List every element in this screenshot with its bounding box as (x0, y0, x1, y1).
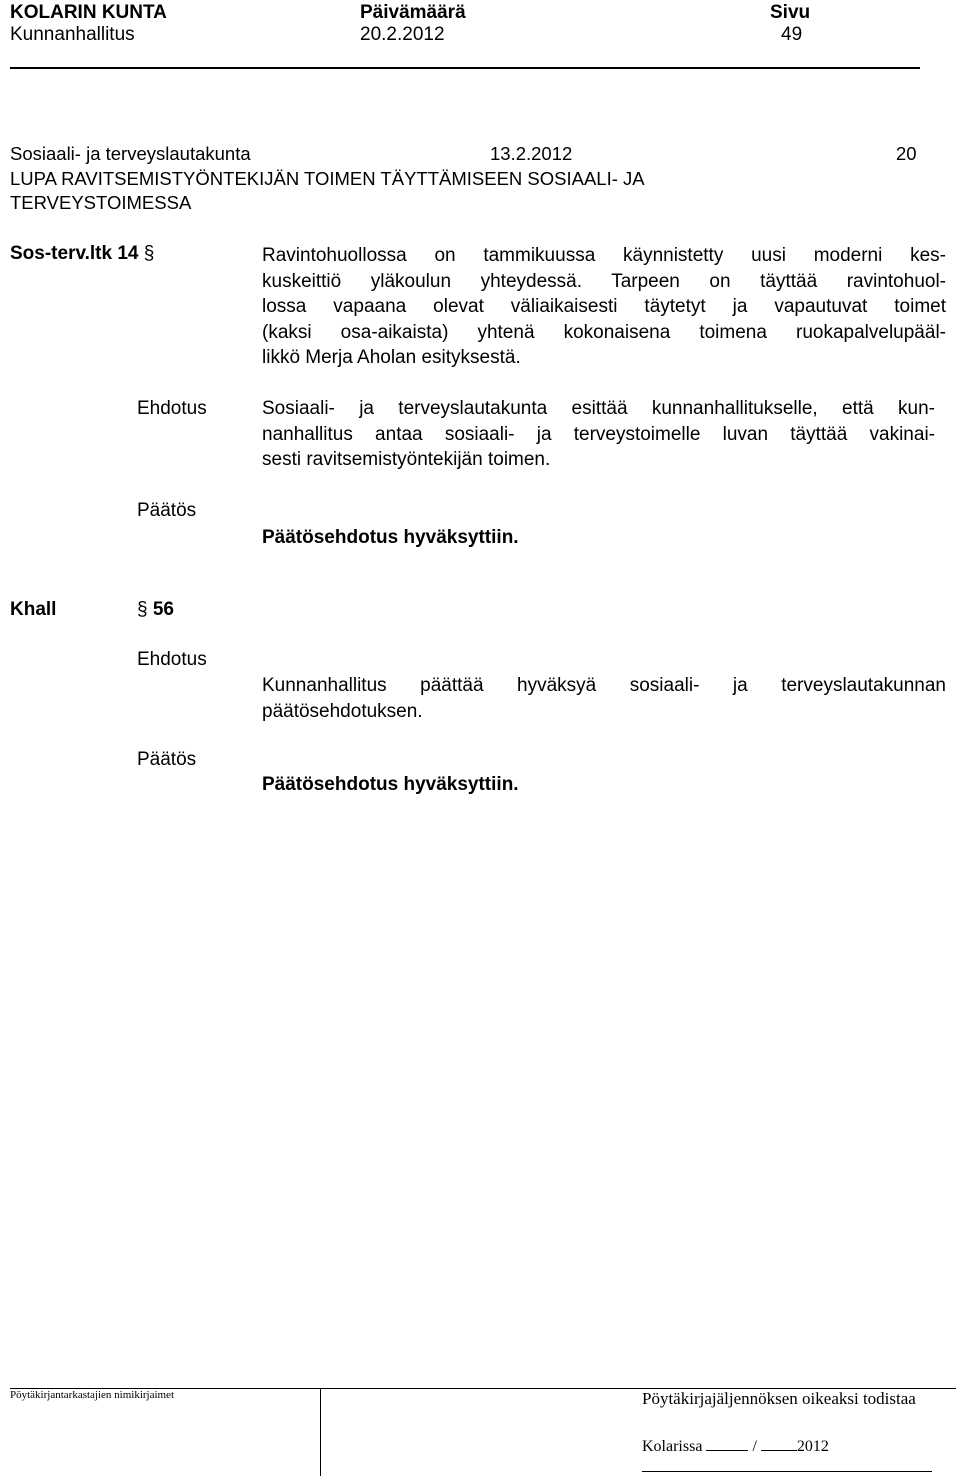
page-label: Sivu (770, 2, 811, 23)
item1-proposal-label: Ehdotus (137, 398, 207, 419)
item1-proposal-line: nanhallitus antaa sosiaali- ja terveystoimelle luvan täyttää vakinai- (262, 423, 935, 445)
item1-paragraph-line: (kaksi osa-aikaista) yhtenä kokonaisena toimena ruokapalvelupääl- (262, 321, 946, 343)
item2-proposal-text (262, 673, 946, 724)
year: 2012 (796, 1438, 829, 1455)
item1-paragraph-line: kuskeittiö yläkoulun yhteydessä. Tarpeen on täyttää ravintohuol- (262, 270, 946, 292)
place: Kolarissa (642, 1438, 703, 1455)
item1-proposal-text (262, 396, 935, 473)
day-blank (706, 1434, 748, 1451)
month-blank (761, 1434, 797, 1451)
item1-ref-prefix: Sos-terv.ltk 14 (10, 243, 139, 264)
municipality-name: KOLARIN KUNTA (10, 2, 167, 23)
date-separator: / (752, 1438, 757, 1455)
footer-divider (320, 1388, 321, 1476)
item2-proposal-label: Ehdotus (137, 649, 207, 670)
section-title-line2: TERVEYSTOIMESSA (10, 192, 192, 213)
item2-decision-label: Päätös (137, 749, 197, 770)
item1-proposal-line: Sosiaali- ja terveyslautakunta esittää kunnanhallitukselle, että kun- (262, 398, 935, 419)
page-number: 49 (781, 24, 803, 45)
item2-proposal-line: päätösehdotuksen. (262, 700, 423, 722)
section-title-line1: LUPA RAVITSEMISTYÖNTEKIJÄN TOIMEN TÄYTTÄMISEEN SOSIAALI- JA (10, 168, 645, 189)
item1-paragraph-line: lossa vapaana olevat väliaikaisesti täytetyt ja vapautuvat toimet (262, 296, 946, 317)
body-name: Kunnanhallitus (10, 24, 135, 45)
item1-paragraph-line: Ravintohuollossa on tammikuussa käynnistetty uusi moderni kes- (262, 245, 946, 266)
item2-ref-number: 56 (152, 599, 174, 620)
item2-reference (137, 599, 174, 621)
section-sign-icon: § (137, 599, 148, 620)
item1-decision-label: Päätös (137, 500, 197, 521)
meeting-date: 13.2.2012 (490, 143, 573, 164)
signatures-label: Pöytäkirjantarkastajien nimikirjaimet (10, 1389, 175, 1401)
section-number: 20 (896, 143, 917, 164)
date-label: Päivämäärä (360, 2, 466, 23)
section-sign-icon: § (143, 243, 155, 264)
item1-paragraph (262, 243, 946, 371)
item1-paragraph-line: likkö Merja Aholan esityksestä. (262, 347, 521, 368)
board-name: Sosiaali- ja terveyslautakunta (10, 143, 251, 164)
item2-ref-prefix: Khall (10, 599, 57, 620)
header-rule (10, 67, 920, 69)
item1-decision-text: Päätösehdotus hyväksyttiin. (262, 527, 519, 548)
date-value: 20.2.2012 (360, 24, 445, 45)
item1-reference (10, 243, 154, 265)
certify-label: Pöytäkirjajäljennöksen oikeaksi todistaa (642, 1389, 916, 1408)
item2-decision-text: Päätösehdotus hyväksyttiin. (262, 774, 519, 795)
item1-proposal-line: sesti ravitsemistyöntekijän toimen. (262, 449, 551, 470)
place-date-line (642, 1434, 829, 1456)
item2-proposal-line: Kunnanhallitus päättää hyväksyä sosiaali- ja terveyslautakunnan (262, 675, 946, 696)
signature-line (642, 1471, 932, 1472)
